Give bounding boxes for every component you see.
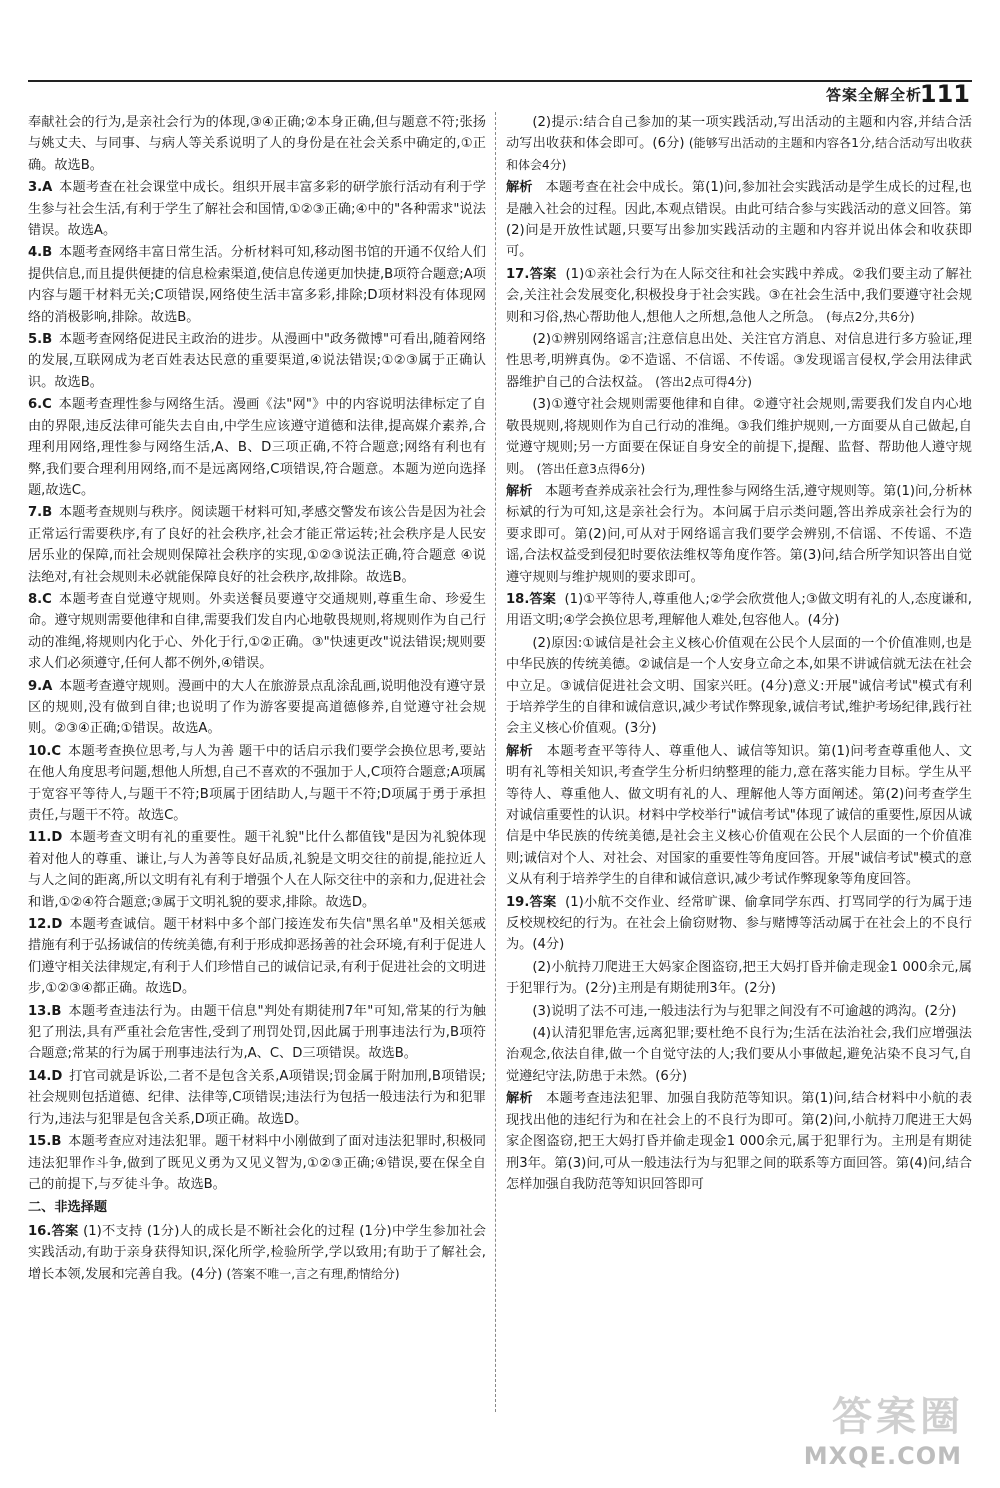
- intro-paragraph: 奉献社会的行为,是亲社会行为的体现,③④正确;②本身正确,但与题意不符;张扬与姚丈夫、与同事、与病人等关系说明了人的身份是在社会关系中确定的,①正确。故选B。: [28, 115, 486, 173]
- answer-item: [28, 502, 486, 588]
- answer-text: 本题考查网络促进民主政治的进步。从漫画中"政务微博"可看出,随着网络的发展,互联网成为老百姓表达民意的重要渠道,④说法错误;①②③属于正确认识。故选B。: [28, 332, 486, 390]
- answer-item: [28, 242, 486, 328]
- q19-answer: [506, 892, 972, 956]
- q16-note: (答案不唯一,言之有理,酌情给分): [226, 1266, 400, 1281]
- q17-part1: (1)①亲社会行为在人际交往和社会实践中养成。②我们要主动了解社会,关注社会发展变化,积极投身于社会实践。③在社会生活中,我们要遵守社会规则和习俗,热心帮助他人,想他人之所想,急他人之所急。: [506, 266, 972, 325]
- q17-part2-note: (答出2点可得4分): [655, 374, 752, 389]
- q16-answer: [28, 1221, 486, 1285]
- q17-part3-block: [506, 394, 972, 480]
- q17-part2: (2)①辨别网络谣言;注意信息出处、关注官方消息、对信息进行多方验证,理性思考,明辨真伪。②不造谣、不信谣、不传谣。③发现谣言侵权,学会用法律武器维护自己的合法权益。: [506, 332, 972, 390]
- q17-label: 17.答案: [506, 266, 557, 282]
- header-title: 答案全解全析: [825, 86, 922, 104]
- header-rule: [28, 80, 972, 82]
- q17-analysis-label: 解析: [506, 483, 533, 499]
- q19-part4: (4)认清犯罪危害,远离犯罪;要杜绝不良行为;生活在法治社会,我们应增强法治观念,依法自律,做一个自觉守法的人;我们要从小事做起,避免沾染不良习气,自觉遵纪守法,防患于未然。(6分): [506, 1026, 972, 1084]
- q16-part2: [506, 112, 972, 176]
- answer-text: 本题考查在社会课堂中成长。组织开展丰富多彩的研学旅行活动有利于学生参与社会生活,有利于学生了解社会和国情,①②③正确;④中的"各种需求"说法错误。故选A。: [28, 180, 486, 239]
- q16-analysis: [506, 177, 972, 263]
- answer-item: [28, 741, 486, 827]
- answer-number: 12.D: [28, 917, 63, 933]
- answer-number: 3.A: [28, 180, 53, 196]
- q16-text: (1)不支持 (1分)人的成长是不断社会化的过程 (1分)中学生参加社会实践活动,有助于亲身获得知识,深化所学,检验所学,学以致用;有助于了解社会,增长本领,发展和完善自我。(4分): [28, 1223, 486, 1282]
- q17-part3-note: (答出任意3点得6分): [536, 461, 646, 476]
- answer-text: 本题考查规则与秩序。阅读题干材料可知,孝感交警发布该公告是因为社会正常运行需要秩序,有了良好的社会秩序,社会才能正常运转;社会秩序是人民安居乐业的保障,而社会规则保障社会秩序的实现,①②③说法正确,符合题意 ④说法绝对,有社会规则未必就能保障良好的社会秩序,故排除。故选B。: [28, 505, 486, 585]
- answer-number: 13.B: [28, 1003, 62, 1019]
- answer-number: 7.B: [28, 505, 53, 521]
- q18-analysis: [506, 741, 972, 891]
- q17-answer: [506, 264, 972, 328]
- answer-item: [28, 676, 486, 740]
- answer-item: [28, 1066, 486, 1130]
- answer-number: 4.B: [28, 245, 53, 261]
- answer-text: 本题考查自觉遵守规则。外卖送餐员要遵守交通规则,尊重生命、珍爱生命。遵守规则需要他律和自律,需要我们发自内心地敬畏规则,将规则作为自己行动的准绳,将规则内化于心、外化于行,①②正确。③"快速更改"说法错误;规则要求人们必须遵守,任何人都不例外,④错误。: [28, 591, 486, 672]
- answer-text: 本题考查违法行为。由题干信息"判处有期徒刑7年"可知,常某的行为触犯了刑法,具有严重社会危害性,受到了刑罚处罚,因此属于刑事违法行为,B项符合题意;常某的行为属于刑事违法行为,A、C、D三项错误。故选B。: [28, 1003, 486, 1062]
- answer-text: 本题考查应对违法犯罪。题干材料中小刚做到了面对违法犯罪时,积极同违法犯罪作斗争,做到了既见义勇为又见义智为,①②③正确;④错误,要在保全自己的前提下,与歹徒斗争。故选B。: [28, 1134, 486, 1192]
- q17-analysis-text: 本题考查养成亲社会行为,理性参与网络生活,遵守规则等。第(1)问,分析林标斌的行为可知,这是亲社会行为。本问属于启示类问题,答出养成亲社会行为的要求即可。第(2)问,可从对于网络谣言我们要学会辨别,不信谣、不传谣、不造谣,合法权益受到侵犯时要依法维权等角度作答。第(3)问,结合所学知识答出自觉遵守规则与维护规则的要求即可。: [506, 483, 972, 585]
- q18-analysis-text: 本题考查平等待人、尊重他人、诚信等知识。第(1)问考查尊重他人、文明有礼等相关知识,考查学生分析归纳整理的能力,意在落实能力目标。学生从平等待人、尊重他人、做文明有礼的人、理解他人等方面阐述。第(2)问考查学生对诚信重要性的认识。材料中学校举行"诚信考试"体现了诚信的重要性,原因从诚信是中华民族的传统美德,是社会主义核心价值观在公民个人层面的一个价值准则;诚信对个人、对社会、对国家的重要性等角度回答。开展"诚信考试"模式的意义从有利于培养学生的自律和诚信意识,减少考试作弊现象等角度回答。: [506, 743, 972, 888]
- q17-part1-note: (每点2分,共6分): [826, 309, 915, 324]
- answer-item: [28, 394, 486, 501]
- q16-analysis-text: 本题考查在社会中成长。第(1)问,参加社会实践活动是学生成长的过程,也是融入社会的过程。因此,本观点错误。由此可结合参与实践活动的意义回答。第(2)问是开放性试题,只要写出参加实践活动的主题和内容并说出体会和收获即可。: [506, 180, 973, 260]
- q16-part2-text: (2)提示:结合自己参加的某一项实践活动,写出活动的主题和内容,并结合活动写出收获和体会即可。(6分): [506, 115, 972, 152]
- answer-text: 本题考查文明有礼的重要性。题干礼貌"比什么都值钱"是因为礼貌体现着对他人的尊重、谦让,与人为善等良好品质,礼貌是文明交往的前提,能拉近人与人之间的距离,所以文明有礼有利于增强个人在人际交往中的亲和力,促进社会和谐,①②④符合题意;③属于文明礼貌的要求,排除。故选D。: [28, 830, 486, 910]
- answer-number: 9.A: [28, 678, 53, 694]
- q18-answer: [506, 589, 972, 632]
- answer-text: 本题考查遵守规则。漫画中的大人在旅游景点乱涂乱画,说明他没有遵守景区的规则,没有做到自律;也说明了作为游客要提高道德修养,自觉遵守社会规则。②③④正确;①错误。故选A。: [28, 678, 486, 737]
- answer-item: [28, 589, 486, 675]
- q19-analysis-text: 本题考查违法犯罪、加强自我防范等知识。第(1)问,结合材料中小航的表现找出他的违纪行为和在社会上的不良行为即可。第(2)问,小航持刀爬进王大妈家企图盗窃,把王大妈打昏并偷走现金1 000余元,属于犯罪行为。主刑是有期徒刑3年。第(3)问,可从一般违法行为与犯罪之间的联系等方面回答。第(4)问,结合怎样加强自我防范等知识回答即可: [506, 1091, 973, 1192]
- q19-analysis-label: 解析: [506, 1091, 533, 1107]
- answer-item: [28, 827, 486, 913]
- answer-item: [28, 1131, 486, 1195]
- q19-part3: (3)说明了法不可违,一般违法行为与犯罪之间没有不可逾越的鸿沟。(2分): [532, 1003, 957, 1019]
- q17-part3: (3)①遵守社会规则需要他律和自律。②遵守社会规则,需要我们发自内心地敬畏规则,将规则作为自己行动的准绳。③我们维护规则,一方面要从自己做起,自觉遵守规则;另一方面要在保证自身安全的前提下,提醒、监督、帮助他人遵守规则。: [506, 397, 972, 477]
- q19-part1: (1)小航不交作业、经常旷课、偷拿同学东西、打骂同学的行为属于违反校规校纪的行为。在社会上偷窃财物、参与赌博等活动属于在社会上的不良行为。(4分): [506, 894, 972, 953]
- answer-number: 8.C: [28, 591, 52, 607]
- answer-item: [28, 914, 486, 1000]
- left-column: [28, 112, 486, 1286]
- watermark-url: MXQE.COM: [803, 1442, 962, 1470]
- answer-text: 本题考查理性参与网络生活。漫画《法"网"》中的内容说明法律标定了自由的界限,违反法律可能失去自由,中学生应该遵守道德和法律,提高媒介素养,合理利用网络,理性参与网络生活,A、B、D三项正确,不符合题意;网络有利也有弊,我们要合理利用网络,而不是远离网络,C项错误,符合题意。本题为逆向选择题,故选C。: [28, 397, 486, 498]
- q16-label: 16.答案: [28, 1223, 79, 1239]
- answer-number: 10.C: [28, 743, 62, 759]
- q19-part2: (2)小航持刀爬进王大妈家企图盗窃,把王大妈打昏并偷走现金1 000余元,属于犯罪行为。(2分)主刑是有期徒刑3年。(2分): [506, 959, 972, 997]
- answer-item: [28, 329, 486, 393]
- answer-number: 15.B: [28, 1134, 62, 1150]
- q17-part2-block: [506, 329, 972, 393]
- column-divider: [495, 112, 496, 1412]
- answer-number: 11.D: [28, 830, 63, 846]
- answer-text: 打官司就是诉讼,二者不是包含关系,A项错误;罚金属于附加刑,B项错误;社会规则包括道德、纪律、法律等,C项错误;违法行为包括一般违法行为和犯罪行为,违法与犯罪是包含关系,D项正确。故选D。: [28, 1068, 486, 1127]
- q19-label: 19.答案: [506, 894, 557, 910]
- q18-part2: (2)原因:①诚信是社会主义核心价值观在公民个人层面的一个价值准则,也是中华民族的传统美德。②诚信是一个人安身立命之本,如果不讲诚信就无法在社会中立足。③诚信促进社会文明、国家兴旺。(4分)意义:开展"诚信考试"模式有利于培养学生的自律和诚信意识,减少考试作弊现象,诚信考试,维护考场纪律,践行社会主义核心价值观。(3分): [506, 635, 972, 737]
- q18-label: 18.答案: [506, 591, 556, 607]
- answer-number: 14.D: [28, 1068, 63, 1084]
- section-title: 二、非选择题: [28, 1200, 108, 1216]
- q16-part2-note: (能够写出活动的主题和内容各1分,结合活动写出收获和体会4分): [506, 136, 972, 172]
- answer-text: 本题考查换位思考,与人为善 题干中的话启示我们要学会换位思考,要站在他人角度思考问题,想他人所想,自己不喜欢的不强加于人,C项符合题意;A项属于宽容平等待人,与题干不符;B项属于团结助人,与题干不符;D项属于勇于承担责任,与题干不符。故选C。: [28, 743, 486, 823]
- q18-analysis-label: 解析: [506, 743, 534, 759]
- watermark-logo: 答案圈: [832, 1394, 964, 1440]
- q16-analysis-label: 解析: [506, 180, 533, 196]
- answer-text: 本题考查网络丰富日常生活。分析材料可知,移动图书馆的开通不仅给人们提供信息,而且提供便捷的信息检索渠道,使信息传递更加快捷,B项符合题意;A项内容与题干材料无关;C项错误,网络使生活丰富多彩,排除;D项材料没有体现网络的消极影响,排除。故选B。: [28, 245, 486, 325]
- right-column: [506, 112, 972, 1196]
- answer-number: 6.C: [28, 397, 52, 413]
- q19-analysis: [506, 1088, 972, 1195]
- answer-number: 5.B: [28, 332, 53, 348]
- answer-items: [28, 177, 486, 1195]
- q17-analysis: [506, 481, 972, 588]
- answer-item: [28, 177, 486, 241]
- answer-text: 本题考查诚信。题干材料中多个部门接连发布失信"黑名单"及相关惩戒措施有利于弘扬诚信的传统美德,有利于形成抑恶扬善的社会环境,有利于促进人们遵守相关法律规定,有利于人们珍惜自己的诚信记录,有利于促进社会的文明进步,①②③④都正确。故选D。: [28, 917, 486, 997]
- q18-part1: (1)①平等待人,尊重他人;②学会欣赏他人;③做文明有礼的人,态度谦和,用语文明;④学会换位思考,理解他人难处,包容他人。(4分): [506, 591, 973, 629]
- page-number: 111: [919, 80, 970, 108]
- answer-item: [28, 1001, 486, 1065]
